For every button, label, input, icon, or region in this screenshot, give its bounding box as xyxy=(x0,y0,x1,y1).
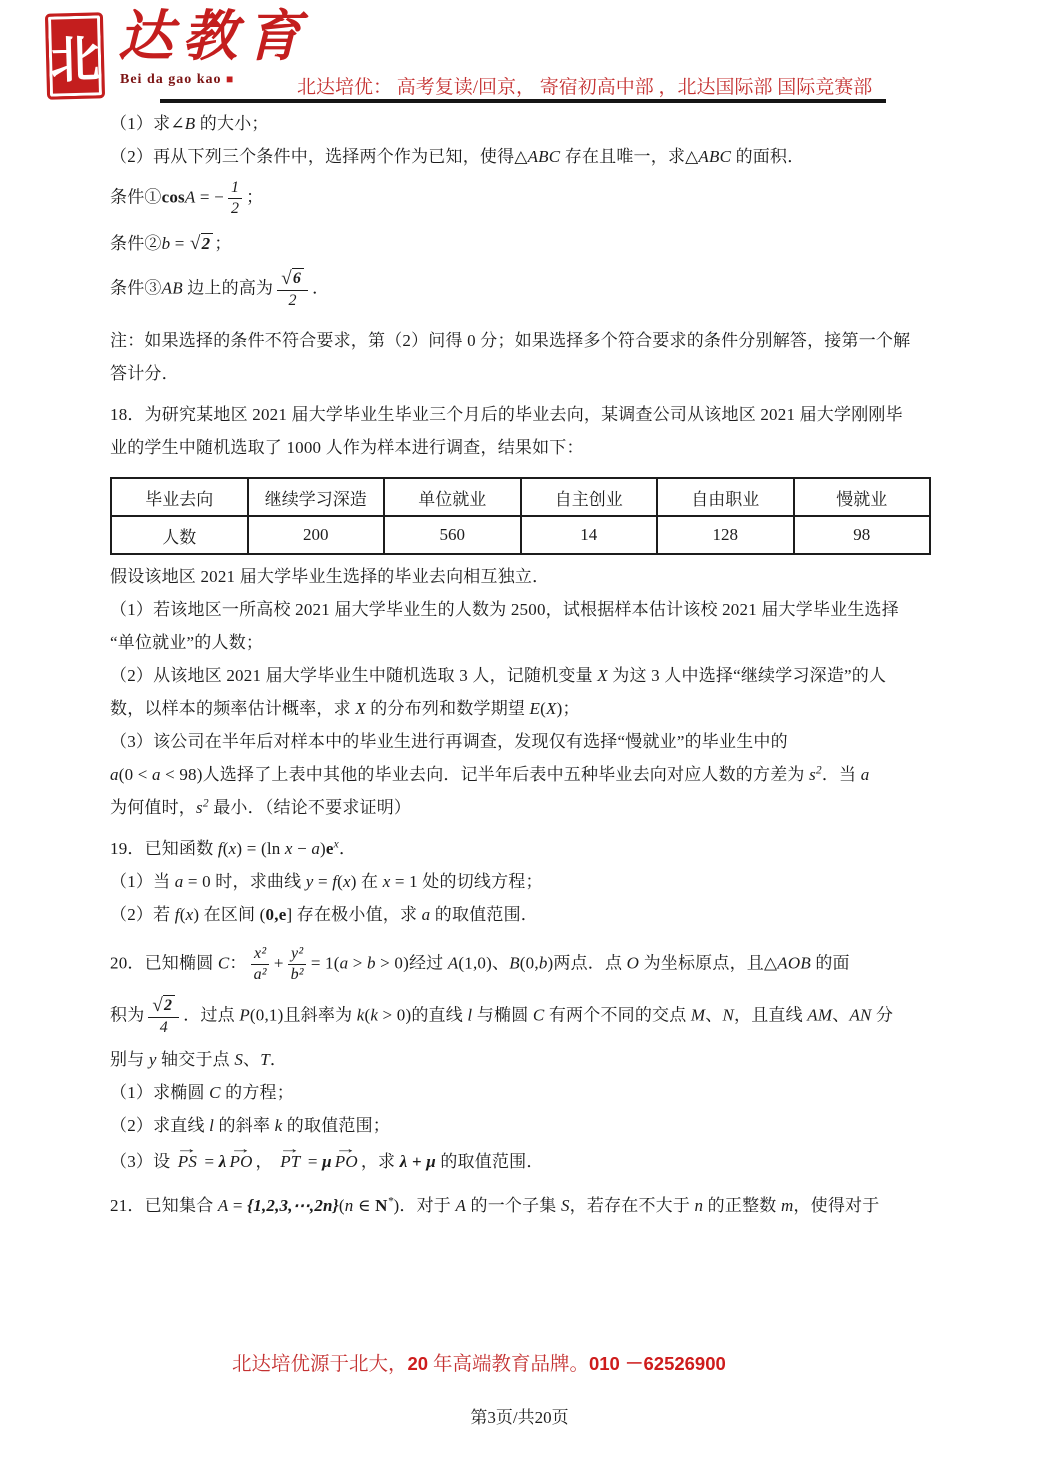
document-line: （1）求∠B 的大小； xyxy=(110,114,269,133)
table-header-cell: 慢就业 xyxy=(794,478,931,516)
document-line: 条件①cosA = − $\frac{1}{2}$ ； xyxy=(110,179,264,217)
survey-table xyxy=(110,477,931,555)
document-line: （2）求直线 l 的斜率 k 的取值范围； xyxy=(110,1116,390,1135)
document-line: 积为 √ 2 4 ．过点 P(0,1)且斜率为 k(k > 0)的直线 l 与椭圆 C 有两个不同的交点 M、N，且直线 AM、AN 分 xyxy=(110,995,894,1036)
footer-promo xyxy=(232,1348,726,1376)
document-line: 别与 y 轴交于点 S、T． xyxy=(110,1050,288,1069)
table-header-cell: 毕业去向 xyxy=(111,478,248,516)
header-divider xyxy=(160,99,886,103)
document-line: （2）再从下列三个条件中，选择两个作为已知，使得△ABC 存在且唯一，求△ABC 的面积． xyxy=(110,147,805,166)
document-line: （2）从该地区 2021 届大学毕业生中随机选取 3 人，记随机变量 X 为这 3 人中选择“继续学习深造”的人 xyxy=(110,666,887,685)
footer-promo-segment: 010 －62526900 xyxy=(588,1353,726,1374)
document-line: 18．为研究某地区 2021 届大学毕业生毕业三个月后的毕业去向，某调查公司从该地区 2021 届大学刚刚毕 xyxy=(110,405,903,424)
document-line: （1）求椭圆 C 的方程； xyxy=(110,1083,294,1102)
header-tagline: 北达培优： 高考复读/回京， 寄宿初高中部 ，北达国际部 国际竞赛部 xyxy=(297,77,873,98)
table-cell: 560 xyxy=(384,516,521,554)
document-line: （3）设 → PS = λ → PO ， → PT = μ → PO ，求 λ + μ 的取值范围． xyxy=(110,1142,942,1181)
footer-promo-segment: 北达培优源于北大， xyxy=(232,1354,408,1375)
page-indicator: 第3页/共20页 xyxy=(470,1408,569,1427)
logo-seal-icon: 北 xyxy=(45,12,105,99)
table-header-row xyxy=(111,478,930,516)
document-line: 假设该地区 2021 届大学毕业生选择的毕业去向相互独立． xyxy=(110,567,550,586)
document-line: 答计分． xyxy=(110,364,179,383)
document-line: 数，以样本的频率估计概率，求 X 的分布列和数学期望 E(X)； xyxy=(110,699,580,718)
document-line: 业的学生中随机选取了 1000 人作为样本进行调查，结果如下： xyxy=(110,438,584,457)
vector-notation: → PO xyxy=(335,1145,358,1178)
table-header-cell: 继续学习深造 xyxy=(248,478,385,516)
document-line: a(0 < a < 98)人选择了上表中其他的毕业去向．记半年后表中五种毕业去向对应人数的方差为 $s^2$．当 a xyxy=(110,764,870,784)
table-row xyxy=(111,516,930,554)
vector-notation: → PO xyxy=(229,1145,252,1178)
document-line: 为何值时，$s^2$ 最小．（结论不要求证明） xyxy=(110,797,412,817)
document-line: 条件②b = √ 2 ； xyxy=(110,233,232,254)
document-line: （2）若 f(x) 在区间 (0,e] 存在极小值，求 a 的取值范围． xyxy=(110,905,538,924)
table-cell: 200 xyxy=(248,516,385,554)
table-header-cell: 自由职业 xyxy=(657,478,794,516)
document-line: 20．已知椭圆 C： $\frac{\text{x²}}{\text{a²}}$ + $\frac{\text{y²}}{\text{b²}}$ = 1(a > b > 0)经过 A(1,0)、B(0,b)两点．点 O 为坐标原点，且△AOB 的面 xyxy=(110,945,850,983)
table-header-cell: 自主创业 xyxy=(521,478,658,516)
footer-promo-segment: 年高端教育品牌。 xyxy=(428,1354,589,1375)
table-cell: 人数 xyxy=(111,516,248,554)
table-cell: 98 xyxy=(794,516,931,554)
document-line: 注：如果选择的条件不符合要求，第（2）问得 0 分；如果选择多个符合要求的条件分别解答，接第一个解 xyxy=(110,331,911,350)
document-line: “单位就业”的人数； xyxy=(110,633,264,652)
document-line: （1）当 a = 0 时，求曲线 y = f(x) 在 x = 1 处的切线方程； xyxy=(110,872,543,891)
vector-notation: → PT xyxy=(280,1145,300,1178)
logo-square-icon: ■ xyxy=(226,72,235,86)
document-line: （1）若该地区一所高校 2021 届大学毕业生的人数为 2500，试根据样本估计该校 2021 届大学毕业生选择 xyxy=(110,600,899,619)
table-cell: 128 xyxy=(657,516,794,554)
document-line: （3）该公司在半年后对样本中的毕业生进行再调查，发现仅有选择“慢就业”的毕业生中的 xyxy=(110,732,788,751)
vector-notation: → PS xyxy=(178,1145,197,1178)
footer-promo-segment: 20 xyxy=(407,1353,429,1374)
document-line: 条件③AB 边上的高为 √ 6 2 ． xyxy=(110,268,330,309)
logo-subtitle-text: Bei da gao kao xyxy=(120,72,222,87)
table-header-cell: 单位就业 xyxy=(384,478,521,516)
table-cell: 14 xyxy=(521,516,658,554)
document-line: 21．已知集合 A = {1,2,3,⋯,2n}(n ∈ N*)．对于 A 的一个子集 S，若存在不大于 n 的正整数 m，使得对于 xyxy=(110,1195,880,1215)
logo-subtitle xyxy=(120,72,234,88)
logo-brand-text: 达教育 xyxy=(118,3,311,68)
document-content xyxy=(110,107,942,1222)
document-line: 19．已知函数 f(x) = (ln $x - a)e^x$． xyxy=(110,838,357,858)
page-header xyxy=(0,0,1039,106)
